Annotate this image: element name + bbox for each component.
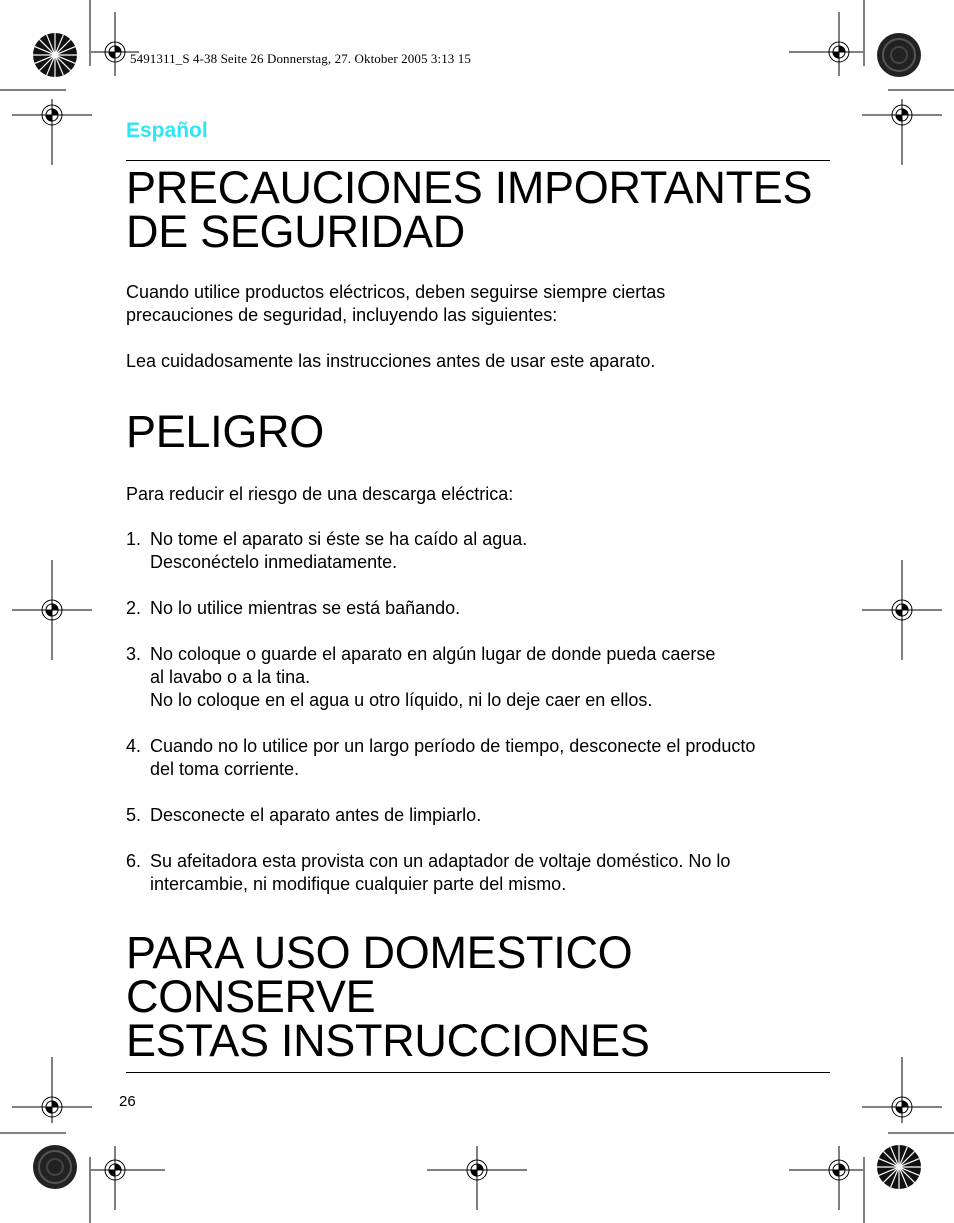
list-item-number: 6. xyxy=(126,851,142,871)
list-item-line: Cuando no lo utilice por un largo período de tiempo, desconecte el producto xyxy=(150,736,756,756)
list-item-line: No coloque o guarde el aparato en algún lugar de donde pueda caerse xyxy=(150,644,716,664)
heading-domestic-use xyxy=(126,927,650,1066)
heading-domestic-line: ESTAS INSTRUCCIONES xyxy=(126,1015,650,1066)
bottom-rule xyxy=(126,1072,830,1073)
list-item xyxy=(126,804,755,827)
list-item-line: No lo coloque en el agua u otro líquido, ni lo deje caer en ellos. xyxy=(150,690,653,710)
page-number: 26 xyxy=(119,1093,136,1110)
list-item xyxy=(126,528,755,574)
list-item-number: 4. xyxy=(126,736,142,756)
list-item xyxy=(126,735,755,781)
read-note: Lea cuidadosamente las instrucciones antes de usar este aparato. xyxy=(126,351,656,371)
danger-list xyxy=(126,528,755,919)
list-item-line: Desconéctelo inmediatamente. xyxy=(150,552,398,572)
language-label: Español xyxy=(126,119,208,142)
list-item-line: del toma corriente. xyxy=(150,759,300,779)
list-item-line: No lo utilice mientras se está bañando. xyxy=(150,598,461,618)
print-slug: 5491311_S 4-38 Seite 26 Donnerstag, 27. Oktober 2005 3:13 15 xyxy=(130,51,471,66)
list-item-line: Su afeitadora esta provista con un adaptador de voltaje doméstico. No lo xyxy=(150,851,731,871)
heading-safety-line: PRECAUCIONES IMPORTANTES xyxy=(126,162,813,213)
list-item-number: 5. xyxy=(126,805,142,825)
intro-paragraph xyxy=(126,281,665,327)
intro-line: Cuando utilice productos eléctricos, deben seguirse siempre ciertas xyxy=(126,282,666,302)
danger-intro: Para reducir el riesgo de una descarga eléctrica: xyxy=(126,484,514,504)
list-item-number: 1. xyxy=(126,529,142,549)
list-item xyxy=(126,597,755,620)
top-rule xyxy=(126,160,830,161)
heading-danger: PELIGRO xyxy=(126,406,324,457)
list-item-line: Desconecte el aparato antes de limpiarlo. xyxy=(150,805,482,825)
heading-domestic-line: CONSERVE xyxy=(126,971,376,1022)
list-item-number: 3. xyxy=(126,644,142,664)
list-item xyxy=(126,643,755,712)
heading-safety-line: DE SEGURIDAD xyxy=(126,206,465,257)
list-item xyxy=(126,850,755,896)
list-item-line: No tome el aparato si éste se ha caído al agua. xyxy=(150,529,528,549)
intro-line: precauciones de seguridad, incluyendo las siguientes: xyxy=(126,305,558,325)
list-item-line: al lavabo o a la tina. xyxy=(150,667,311,687)
list-item-line: intercambie, ni modifique cualquier parte del mismo. xyxy=(150,874,567,894)
list-item-number: 2. xyxy=(126,598,142,618)
heading-domestic-line: PARA USO DOMESTICO xyxy=(126,927,633,978)
heading-safety xyxy=(126,162,813,257)
